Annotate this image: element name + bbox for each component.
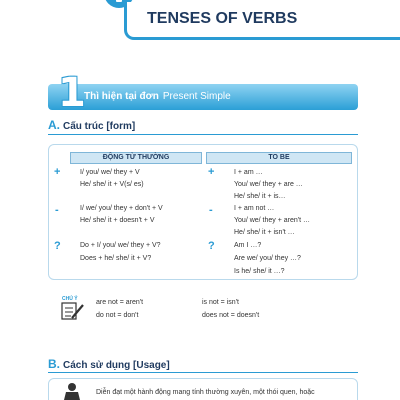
left-minus-line-1: I/ we/ you/ they + don't + V (80, 205, 163, 212)
right-question-line-1: Am I …? (234, 242, 262, 249)
section-title (84, 91, 231, 102)
right-minus-line-3: He/ she/ it + isn't … (234, 229, 295, 236)
right-question-line-3: Is he/ she/ it …? (234, 268, 285, 275)
minus-symbol-right: - (209, 204, 213, 216)
page-title: TENSES OF VERBS (147, 10, 298, 27)
note-right-line-2: does not = doesn't (202, 312, 260, 319)
left-minus-line-2: He/ she/ it + doesn't + V (80, 217, 155, 224)
part-b-rule (48, 372, 358, 373)
right-minus-line-1: I + am not … (234, 205, 275, 212)
right-plus-line-2: You/ we/ they + are … (234, 181, 303, 188)
right-minus-line-2: You/ we/ they + aren't … (234, 217, 310, 224)
right-plus-line-1: I + am … (234, 169, 263, 176)
part-b-letter: B. (48, 357, 60, 371)
col-head-to-be: TO BE (206, 152, 352, 164)
section-title-en: Present Simple (162, 91, 231, 102)
part-a-heading (48, 118, 135, 132)
part-a-letter: A. (48, 118, 60, 132)
note-pencil-icon (60, 294, 86, 322)
question-symbol-right: ? (208, 240, 215, 252)
right-plus-line-3: He/ she/ it + is… (234, 193, 286, 200)
question-symbol-left: ? (54, 240, 61, 252)
part-a-rule (48, 134, 358, 135)
plus-symbol-left: + (54, 166, 61, 178)
plus-symbol-right: + (208, 166, 215, 178)
part-a-title: Cấu trúc [form] (63, 121, 136, 132)
note-label: CHÚ Ý (62, 296, 78, 302)
header-title-box (124, 2, 400, 40)
note-left-line-1: are not = aren't (96, 299, 144, 306)
section-title-vi: Thì hiện tại đơn (84, 91, 159, 102)
section-number: 1 (58, 70, 86, 116)
note-left-line-2: do not = don't (96, 312, 139, 319)
col-head-regular-verbs: ĐỘNG TỪ THƯỜNG (70, 152, 202, 164)
left-question-line-1: Do + I/ you/ we/ they + V? (80, 242, 161, 249)
left-plus-line-2: He/ she/ it + V(s/ es) (80, 181, 144, 188)
note-right-line-1: is not = isn't (202, 299, 239, 306)
part-b-heading (48, 357, 170, 371)
left-question-line-2: Does + he/ she/ it + V? (80, 255, 152, 262)
usage-text: Diễn đạt một hành động mang tính thường xuyên, một thói quen, hoặc (96, 389, 315, 396)
right-question-line-2: Are we/ you/ they …? (234, 255, 301, 262)
usage-person-icon (62, 382, 82, 400)
left-plus-line-1: I/ you/ we/ they + V (80, 169, 140, 176)
part-b-title: Cách sử dụng [Usage] (63, 360, 170, 371)
minus-symbol-left: - (55, 204, 59, 216)
